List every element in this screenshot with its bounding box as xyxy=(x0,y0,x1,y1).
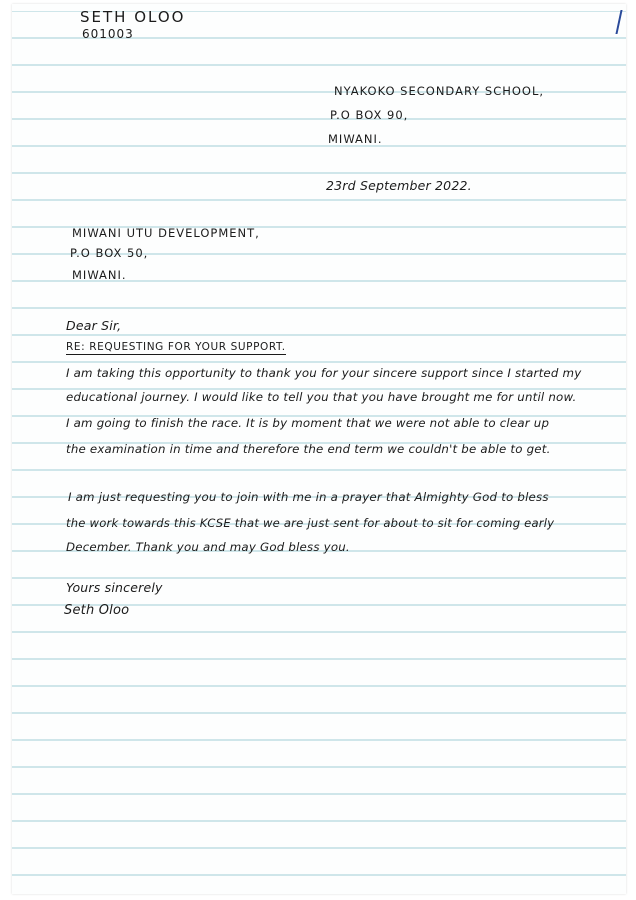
paragraph2-line1: I am just requesting you to join with me in a prayer that Almighty God to bless xyxy=(68,490,549,504)
writer-number: 601003 xyxy=(82,27,134,41)
paragraph2-line3: December. Thank you and may God bless you. xyxy=(66,540,350,554)
recipient-address-line2: P.O BOX 50, xyxy=(70,246,149,260)
paragraph1-line1: I am taking this opportunity to thank you for your sincere support since I started my xyxy=(66,366,582,380)
subject-line: RE: REQUESTING FOR YOUR SUPPORT. xyxy=(66,341,286,353)
paragraph1-line3: I am going to finish the race. It is by moment that we were not able to clear up xyxy=(66,416,550,430)
sender-address-line2: P.O BOX 90, xyxy=(330,108,409,122)
recipient-address-line3: MIWANI. xyxy=(72,268,127,282)
signature: Seth Oloo xyxy=(64,603,130,618)
paragraph1-line2: educational journey. I would like to tell you that you have brought me for until now. xyxy=(66,390,577,404)
closing: Yours sincerely xyxy=(66,580,163,595)
recipient-address-line1: MIWANI UTU DEVELOPMENT, xyxy=(72,226,260,240)
pen-mark xyxy=(611,10,622,34)
sender-address-line3: MIWANI. xyxy=(328,132,383,146)
paragraph1-line4: the examination in time and therefore the end term we couldn't be able to get. xyxy=(66,442,551,456)
paragraph2-line2: the work towards this KCSE that we are just sent for about to sit for coming early xyxy=(66,516,555,530)
sender-address-line1: NYAKOKO SECONDARY SCHOOL, xyxy=(334,84,545,98)
letter-paper xyxy=(12,4,626,894)
letter-date: 23rd September 2022. xyxy=(326,178,472,193)
writer-name: SETH OLOO xyxy=(80,8,186,26)
salutation: Dear Sir, xyxy=(66,318,122,333)
